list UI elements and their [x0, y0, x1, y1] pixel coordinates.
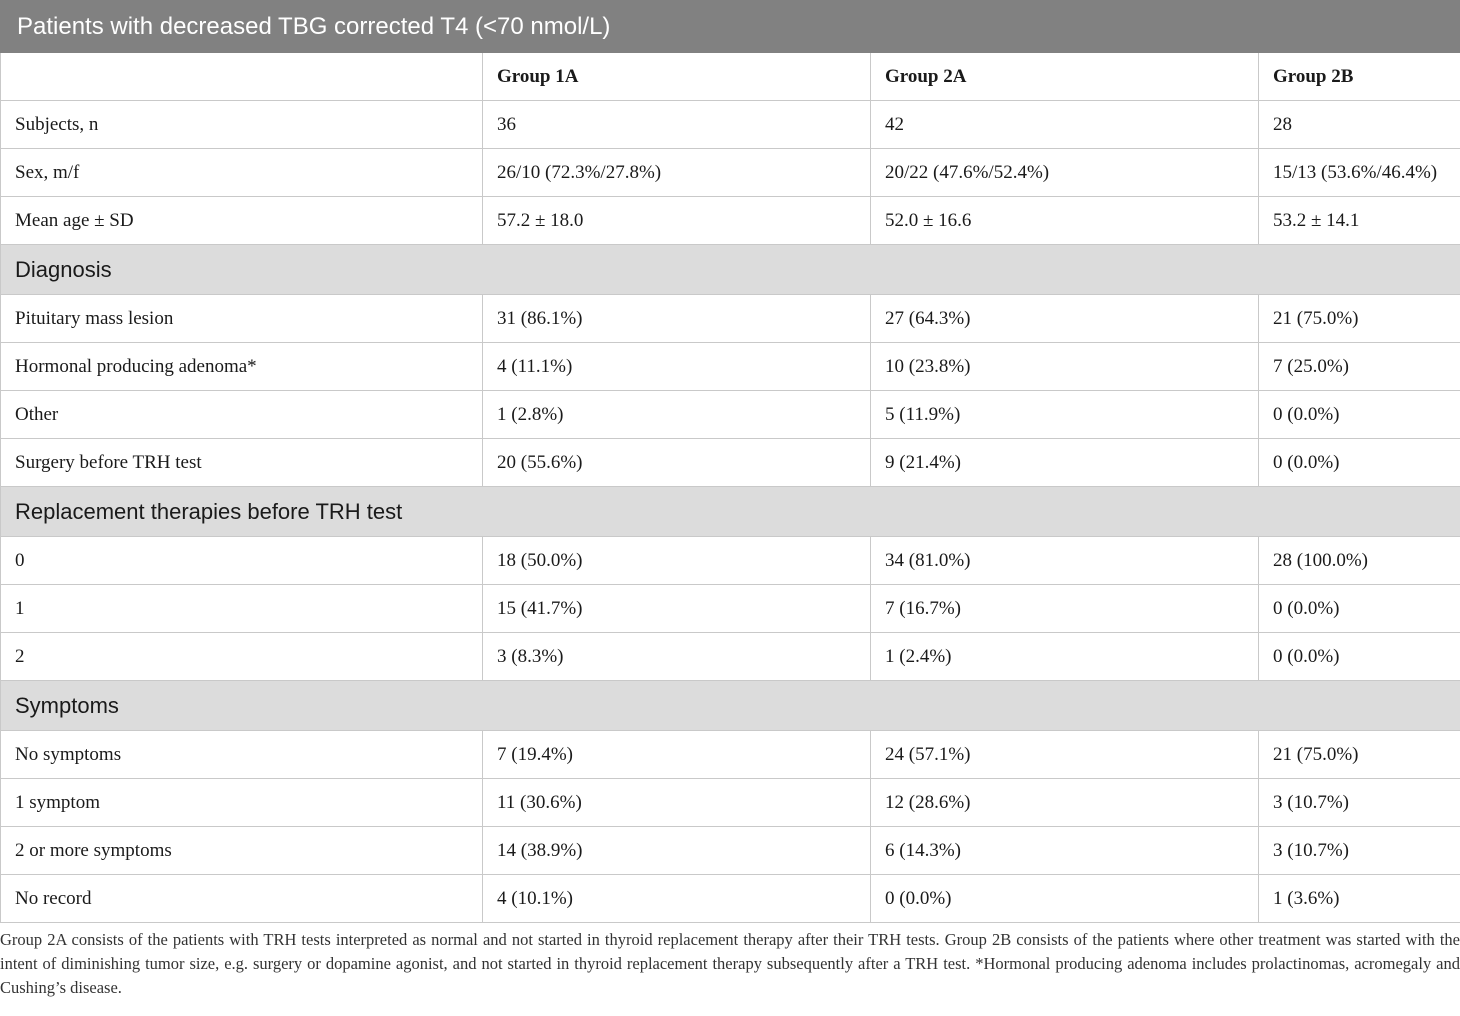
value-cell: 20/22 (47.6%/52.4%) [871, 149, 1259, 197]
table-row [1, 633, 1460, 681]
value-cell: 31 (86.1%) [483, 295, 871, 343]
value-cell: 0 (0.0%) [1259, 585, 1460, 633]
table-row [1, 875, 1460, 923]
row-label-cell: Pituitary mass lesion [1, 295, 483, 343]
value-cell: 24 (57.1%) [871, 731, 1259, 779]
row-label-cell: 0 [1, 537, 483, 585]
row-label-cell: No symptoms [1, 731, 483, 779]
table-row [1, 197, 1460, 245]
row-label-cell: Hormonal producing adenoma* [1, 343, 483, 391]
column-header: Group 2B [1259, 53, 1460, 101]
table-row [1, 827, 1460, 875]
table-body [1, 1, 1460, 923]
value-cell: 3 (8.3%) [483, 633, 871, 681]
value-cell: 14 (38.9%) [483, 827, 871, 875]
value-cell: 7 (25.0%) [1259, 343, 1460, 391]
section-header-row [1, 487, 1460, 537]
row-label-cell: 2 [1, 633, 483, 681]
table-title-row [1, 1, 1460, 53]
value-cell: 5 (11.9%) [871, 391, 1259, 439]
value-cell: 1 (2.4%) [871, 633, 1259, 681]
table-row [1, 585, 1460, 633]
row-label-cell: Other [1, 391, 483, 439]
value-cell: 0 (0.0%) [871, 875, 1259, 923]
value-cell: 21 (75.0%) [1259, 731, 1460, 779]
row-label-cell: 1 symptom [1, 779, 483, 827]
value-cell: 42 [871, 101, 1259, 149]
column-header: Group 1A [483, 53, 871, 101]
row-label-cell: 2 or more symptoms [1, 827, 483, 875]
section-header: Symptoms [1, 681, 1460, 731]
value-cell: 3 (10.7%) [1259, 827, 1460, 875]
value-cell: 52.0 ± 16.6 [871, 197, 1259, 245]
value-cell: 4 (10.1%) [483, 875, 871, 923]
value-cell: 10 (23.8%) [871, 343, 1259, 391]
value-cell: 20 (55.6%) [483, 439, 871, 487]
value-cell: 28 (100.0%) [1259, 537, 1460, 585]
section-header-row [1, 681, 1460, 731]
value-cell: 1 (2.8%) [483, 391, 871, 439]
value-cell: 21 (75.0%) [1259, 295, 1460, 343]
value-cell: 3 (10.7%) [1259, 779, 1460, 827]
value-cell: 28 [1259, 101, 1460, 149]
value-cell: 36 [483, 101, 871, 149]
table-title: Patients with decreased TBG corrected T4 (<70 nmol/L) [1, 1, 1460, 53]
table-row [1, 391, 1460, 439]
value-cell: 0 (0.0%) [1259, 633, 1460, 681]
table-row [1, 439, 1460, 487]
column-header [1, 53, 483, 101]
value-cell: 26/10 (72.3%/27.8%) [483, 149, 871, 197]
value-cell: 9 (21.4%) [871, 439, 1259, 487]
table-row [1, 731, 1460, 779]
table-row [1, 537, 1460, 585]
value-cell: 34 (81.0%) [871, 537, 1259, 585]
value-cell: 7 (19.4%) [483, 731, 871, 779]
value-cell: 27 (64.3%) [871, 295, 1259, 343]
value-cell: 4 (11.1%) [483, 343, 871, 391]
row-label-cell: Mean age ± SD [1, 197, 483, 245]
value-cell: 18 (50.0%) [483, 537, 871, 585]
value-cell: 0 (0.0%) [1259, 391, 1460, 439]
value-cell: 15/13 (53.6%/46.4%) [1259, 149, 1460, 197]
table-row [1, 779, 1460, 827]
row-label-cell: No record [1, 875, 483, 923]
value-cell: 6 (14.3%) [871, 827, 1259, 875]
column-header: Group 2A [871, 53, 1259, 101]
table-row [1, 149, 1460, 197]
value-cell: 7 (16.7%) [871, 585, 1259, 633]
row-label-cell: 1 [1, 585, 483, 633]
value-cell: 12 (28.6%) [871, 779, 1259, 827]
row-label-cell: Surgery before TRH test [1, 439, 483, 487]
table-row [1, 343, 1460, 391]
value-cell: 11 (30.6%) [483, 779, 871, 827]
value-cell: 53.2 ± 14.1 [1259, 197, 1460, 245]
section-header: Diagnosis [1, 245, 1460, 295]
table-row [1, 101, 1460, 149]
value-cell: 57.2 ± 18.0 [483, 197, 871, 245]
table-row [1, 295, 1460, 343]
column-header-row [1, 53, 1460, 101]
section-header: Replacement therapies before TRH test [1, 487, 1460, 537]
row-label-cell: Sex, m/f [1, 149, 483, 197]
value-cell: 0 (0.0%) [1259, 439, 1460, 487]
value-cell: 15 (41.7%) [483, 585, 871, 633]
row-label-cell: Subjects, n [1, 101, 483, 149]
section-header-row [1, 245, 1460, 295]
value-cell: 1 (3.6%) [1259, 875, 1460, 923]
table-footnote: Group 2A consists of the patients with TRH tests interpreted as normal and not started in thyroid replacement therapy after their TRH tests. Group 2B consists of the patients where other treatment was started with the intent of diminishing tumor size, e.g. surgery or dopamine agonist, and not started in thyroid replacement therapy subsequently after a TRH test. *Hormonal producing adenoma includes prolactinomas, acromegaly and Cushing’s disease. [0, 930, 1460, 997]
